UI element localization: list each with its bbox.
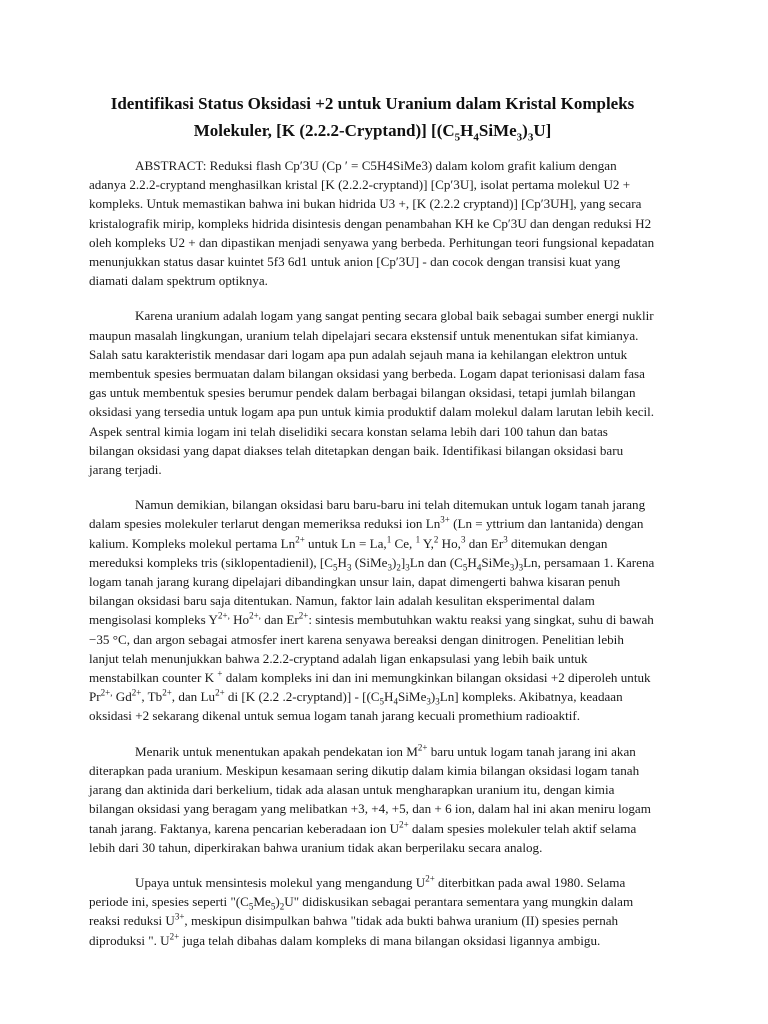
- title-line-2: Molekuler, [K (2.2.2-Cryptand)] $[(C_5H_4SiMe_3)_3U]$: [193, 121, 552, 144]
- uranium-approach-paragraph: Menarik untuk menentukan apakah pendekatan ion $M^{2+}$ baru untuk logam tanah jarang ini akan diterapkan pada uranium. Meskipun kesamaan sering dikutip dalam kimia bilangan oksidasi logam tanah jarang dan aktinida dari berkelium, tidak ada alasan untuk mengharapkan uranium itu, dengan kimia bilangan oksidasi yang beragam yang melibatkan +3, +4, +5, dan + 6 ion, dalam hal ini akan meniru logam tanah jarang. Faktanya, karena pencarian keberadaan ion $U^{2+}$ dalam spesies molekuler telah aktif selama lebih dari 30 tahun, diperkirakan bahwa uranium tidak akan berperilaku secara analog.: [89, 742, 651, 855]
- title-line-1: Identifikasi Status Oksidasi +2 untuk Uranium dalam Kristal Kompleks: [110, 94, 635, 113]
- document-title: [89, 90, 656, 144]
- abstract-paragraph: ABSTRACT: Reduksi flash Cp′3U (Cp ′ = C5H4SiMe3) dalam kolom grafit kalium dengan adanya 2.2.2-cryptand menghasilkan kristal [K (2.2.2-cryptand)] [Cp′3U], isolat pertama molekul U2 + kompleks. Untuk memastikan bahwa ini bukan hidrida U3 +, [K (2.2.2 cryptand)] [Cp′3UH], yang secara kristalografik mirip, kompleks hidrida disintesis dengan penambahan KH ke Cp′3U dan dengan reduksi H2 oleh kompleks U2 + dan dipastikan menjadi senyawa yang berbeda. Perhitungan teori fungsional kepadatan menunjukkan status dasar kuintet 5f3 6d1 untuk anion [Cp′3U] - dan cocok dengan transisi kuat yang diamati dalam spektrum optiknya.: [89, 158, 655, 289]
- intro-paragraph: Karena uranium adalah logam yang sangat penting secara global baik sebagai sumber energi nuklir maupun masalah lingkungan, uranium telah dipelajari secara ekstensif untuk menentukan sifat kimianya. Salah satu karakteristik mendasar dari logam apa pun adalah sejauh mana ia kehilangan elektron untuk membentuk spesies bermuatan dalam bilangan oksidasi yang berbeda. Logam dapat terionisasi dalam fasa gas untuk membentuk spesies berumur pendek dalam berbagai bilangan oksidasi, tetapi jumlah bilangan oksidasi yang tersedia untuk logam apa pun untuk kimia produktif dalam molekul dalam larutan lebih kecil. Aspek sentral kimia logam ini telah diselidiki secara konstan selama lebih dari 100 tahun dan batas bilangan oksidasi yang dapat diakses telah ditetapkan dengan baik. Identifikasi bilangan oksidasi baru jarang terjadi.: [89, 308, 655, 478]
- synthesis-attempts-paragraph: Upaya untuk mensintesis molekul yang mengandung $U^{2+}$ diterbitkan pada awal 1980. Selama periode ini, spesies seperti "$(C_5Me_5)_2U$" didiskusikan sebagai perantara sementara yang mungkin dalam reaksi reduksi $U^{3+}$, meskipun disimpulkan bahwa "tidak ada bukti bahwa uranium (II) spesies pernah diproduksi ". $U^{2+}$ juga telah dibahas dalam kompleks di mana bilangan oksidasi ligannya ambigu.: [89, 873, 634, 948]
- rare-earth-paragraph: Namun demikian, bilangan oksidasi baru baru-baru ini telah ditemukan untuk logam tanah jarang dalam spesies molekuler terlarut dengan memeriksa reduksi ion $Ln^{3+}$ (Ln = yttrium dan lantanida) dengan kalium. Kompleks molekul pertama $Ln^{2+}$ untuk Ln = La,$^1$ Ce, $^1$ Y,$^2$ Ho,$^3$ dan Er$^3$ ditemukan dengan mereduksi kompleks tris (siklopentadienil), [$C_5H_3$ $(SiMe_3)_2]_3Ln$ dan $(C_5H_4SiMe_3)_3Ln$, persamaan 1. Karena logam tanah jarang kurang dipelajari dibandingkan unsur lain, dapat dimengerti bahwa kisaran penuh bilangan oksidasi baru saja ditentukan. Namun, faktor lain adalah kesulitan eksperimental dalam mengisolasi kompleks $Y^{2+,}$ $Ho^{2+,}$ dan $Er^{2+}$: sintesis membutuhkan waktu reaksi yang singkat, suhu di bawah −35 °C, dan argon sebagai atmosfer inert karena senyawa bereaksi dengan dinitrogen. Penelitian lebih lanjut telah menunjukkan bahwa 2.2.2-cryptand adalah ligan enkapsulasi yang lebih baik untuk menstabilkan counter K + dalam kompleks ini dan ini memungkinkan bilangan oksidasi +2 diperoleh untuk $Pr^{2+,}$ $Gd^{2+}$, $Tb^{2+}$, dan $Lu^{2+}$ di [K (2.2 .2-cryptand)] - $[(C_5H_4SiMe_3)_3Ln]$ kompleks. Akibatnya, keadaan oksidasi +2 sekarang dikenal untuk semua logam tanah jarang kecuali promethium radioaktif.: [89, 497, 655, 724]
